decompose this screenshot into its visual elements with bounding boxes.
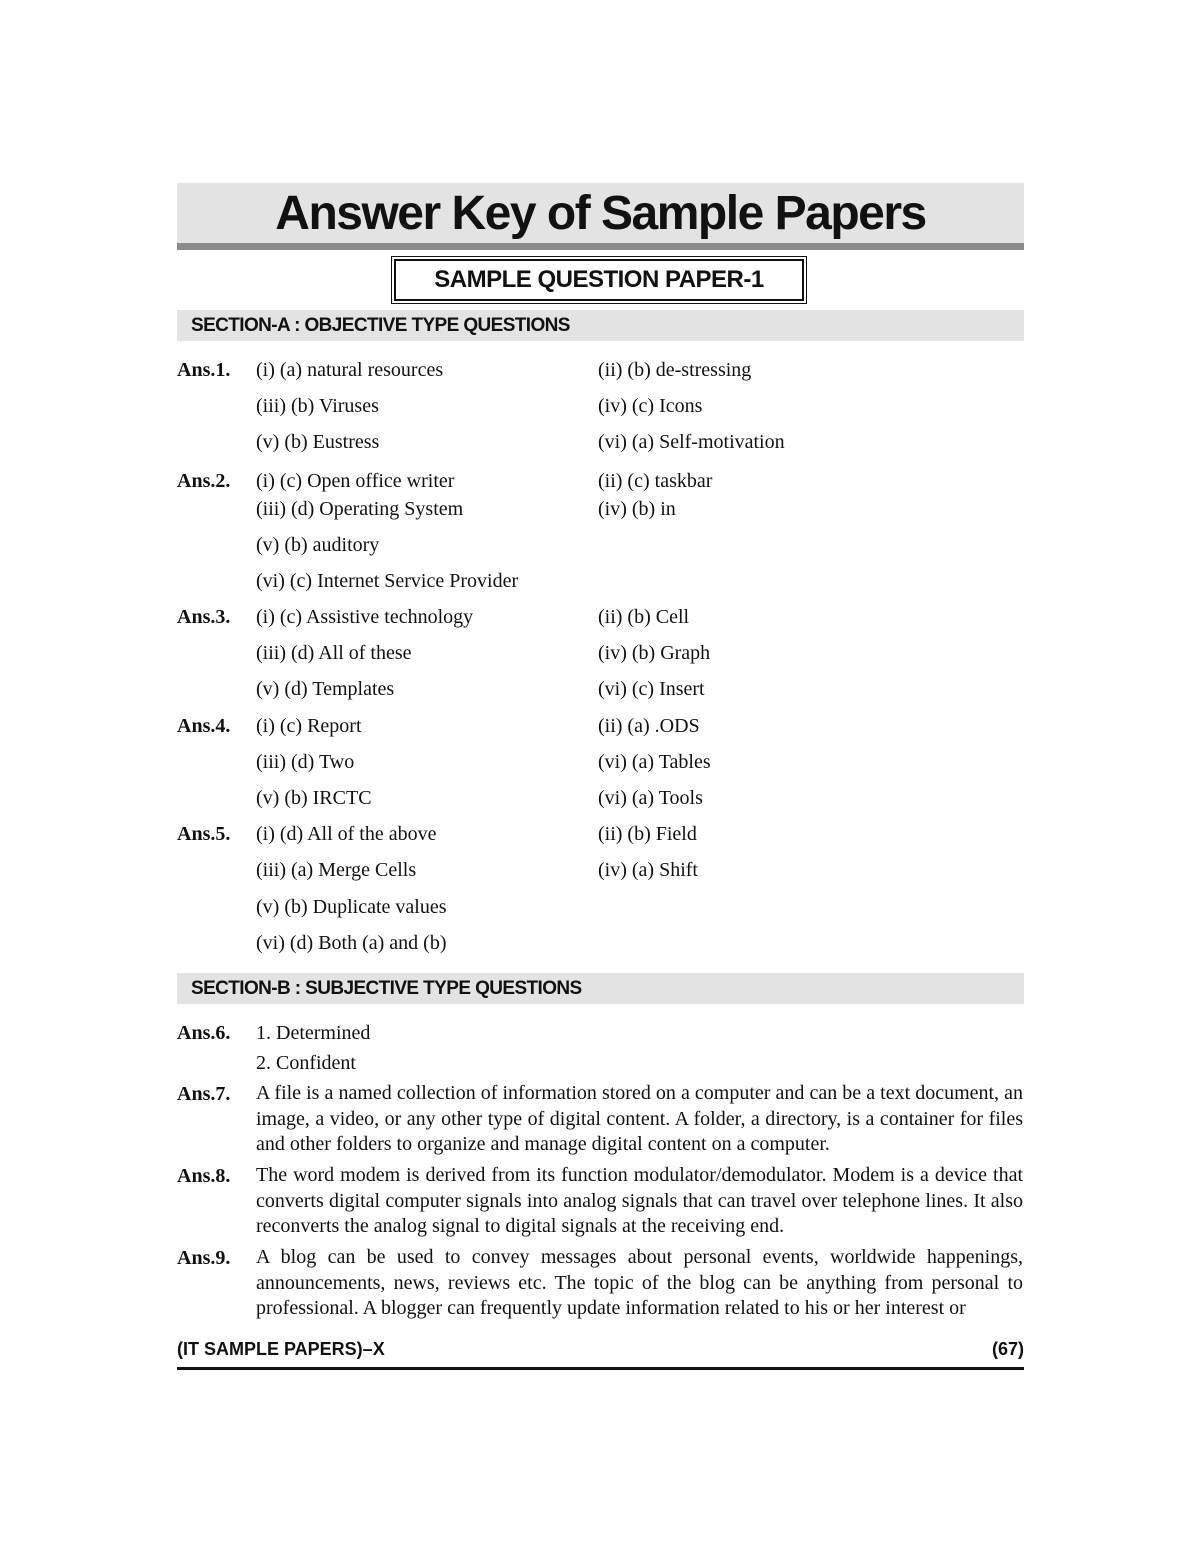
section-a-heading-text: SECTION-A : OBJECTIVE TYPE QUESTIONS xyxy=(191,314,570,336)
answer-item: (i) (c) Open office writer xyxy=(256,470,455,492)
page-title: Answer Key of Sample Papers xyxy=(275,186,926,240)
ans-label: Ans.9. xyxy=(177,1247,231,1269)
section-b-heading-text: SECTION-B : SUBJECTIVE TYPE QUESTIONS xyxy=(191,977,582,999)
answer-item: (v) (b) Eustress xyxy=(256,431,380,453)
answer-item: (i) (c) Assistive technology xyxy=(256,606,474,628)
answer-item: (ii) (a) .ODS xyxy=(598,715,700,737)
page-footer xyxy=(177,1337,1024,1370)
page-number: (67) xyxy=(991,1339,1024,1359)
answer-item: (iv) (a) Shift xyxy=(598,859,698,881)
answer-item: (iv) (b) in xyxy=(598,498,676,520)
title-banner xyxy=(177,183,1024,250)
answer-item: (iv) (c) Icons xyxy=(598,395,703,417)
ans-label: Ans.1. xyxy=(177,359,231,381)
answer-item: (v) (d) Templates xyxy=(256,678,395,700)
paper-label: SAMPLE QUESTION PAPER-1 xyxy=(394,259,804,301)
answer-item: (ii) (b) Cell xyxy=(598,606,690,628)
answer-item: (vi) (c) Insert xyxy=(598,678,705,700)
ans-label: Ans.6. xyxy=(177,1022,231,1044)
answer-item: 2. Confident xyxy=(256,1052,356,1074)
answer-item: (iv) (b) Graph xyxy=(598,642,711,664)
answer-item: (v) (b) Duplicate values xyxy=(256,896,447,918)
ans-label: Ans.8. xyxy=(177,1165,231,1187)
answer-item: 1. Determined xyxy=(256,1022,371,1044)
ans-label: Ans.5. xyxy=(177,823,231,845)
ans-label: Ans.3. xyxy=(177,606,231,628)
ans-label: Ans.2. xyxy=(177,470,231,492)
answer-item: (vi) (a) Self-motivation xyxy=(598,431,785,453)
ans-label: Ans.7. xyxy=(177,1083,231,1105)
answer-item: (iii) (a) Merge Cells xyxy=(256,859,417,881)
answer-item: (iii) (d) Two xyxy=(256,751,355,773)
footer-title: (IT SAMPLE PAPERS)–X xyxy=(177,1339,385,1359)
answer-item: (vi) (c) Internet Service Provider xyxy=(256,570,519,592)
answer-item: (iii) (d) Operating System xyxy=(256,498,464,520)
section-b-heading xyxy=(177,973,1024,1004)
answer-item: (ii) (c) taskbar xyxy=(598,470,713,492)
ans-label: Ans.4. xyxy=(177,715,231,737)
answer-item: (ii) (b) Field xyxy=(598,823,697,845)
answer-paragraph: A file is a named collection of information stored on a computer and can be a text document, an image, a video, or any other type of digital content. A folder, a directory, is a container for files and other folders to organize and manage digital content on a computer. xyxy=(256,1082,1023,1155)
answer-item: (vi) (a) Tables xyxy=(598,751,711,773)
answer-item: (i) (a) natural resources xyxy=(256,359,444,381)
answer-paragraph: A blog can be used to convey messages about personal events, worldwide happenings, announcements, news, reviews etc. The topic of the blog can be anything from personal to professional. A blogger can frequently update information related to his or her interest or xyxy=(256,1246,1023,1319)
answer-item: (i) (d) All of the above xyxy=(256,823,437,845)
section-a-heading xyxy=(177,310,1024,341)
answer-item: (iii) (b) Viruses xyxy=(256,395,379,417)
answer-item: (v) (b) auditory xyxy=(256,534,380,556)
answer-item: (vi) (a) Tools xyxy=(598,787,703,809)
answer-item: (iii) (d) All of these xyxy=(256,642,412,664)
answer-paragraph: The word modem is derived from its function modulator/demodulator. Modem is a device that converts digital computer signals into analog signals that can travel over telephone lines. It also reconverts the analog signal to digital signals at the receiving end. xyxy=(256,1164,1023,1237)
answer-item: (ii) (b) de-stressing xyxy=(598,359,752,381)
answer-item: (v) (b) IRCTC xyxy=(256,787,372,809)
answer-item: (vi) (d) Both (a) and (b) xyxy=(256,932,447,954)
answer-item: (i) (c) Report xyxy=(256,715,362,737)
